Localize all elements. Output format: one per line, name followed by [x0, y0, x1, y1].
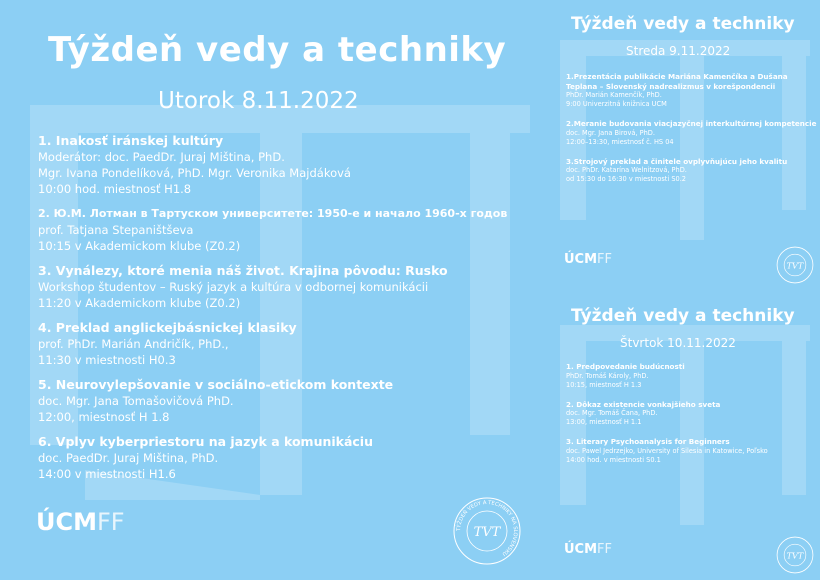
event-detail: 10:15, miestnosť H 1.3 — [566, 380, 642, 389]
event-title: 3. Literary Psychoanalysis for Beginners — [566, 437, 730, 446]
logo-suffix-text: FF — [96, 508, 125, 536]
logo-main-text: ÚCM — [564, 542, 598, 557]
main-title: Týždeň vedy a techniky — [48, 30, 507, 70]
event-detail: PhDr. Tomáš Károly, PhD. — [566, 371, 649, 380]
event-title: 1. Inakosť iránskej kultúry — [38, 133, 224, 148]
thursday-title: Týždeň vedy a techniky — [571, 306, 795, 326]
event-title: 2.Meranie budovania viacjazyčnej interkultúrnej kompetencie — [566, 119, 817, 128]
event-detail: doc. Pawel Jedrzejko, University of Silesia in Katowice, Poľsko — [566, 446, 768, 455]
thursday-date: Štvrtok 10.11.2022 — [620, 336, 736, 350]
seal-ring-text: TÝŽDEŇ VEDY A TECHNIKY NA SLOVENSKU — [455, 499, 519, 557]
event-detail: Workshop študentov – Ruský jazyk a kultúra v odbornej komunikácii — [38, 280, 429, 294]
event-detail: doc. Mgr. Jana Tomašovičová PhD. — [38, 394, 234, 408]
event-detail: doc. PhDr. Katarína Welnitzová, PhD. — [566, 166, 687, 174]
event-detail: 10:15 v Akademickom klube (Z0.2) — [38, 239, 241, 253]
event-item — [566, 157, 816, 185]
ucm-ff-logo — [564, 542, 612, 557]
event-item — [38, 433, 518, 482]
event-title: 3. Vynálezy, ktoré menia náš život. Krajina pôvodu: Rusko — [38, 263, 448, 278]
event-detail: 14:00 v miestnosti H1.6 — [38, 467, 176, 481]
event-detail: doc. Mgr. Jana Birová, PhD. — [566, 128, 655, 137]
ucm-ff-logo — [564, 252, 612, 267]
logo-main-text: ÚCM — [564, 252, 598, 267]
event-detail: PhDr. Marián Kamenčík, PhD. — [566, 91, 662, 99]
event-detail: 12:00–13:30, miestnosť č. HS 04 — [566, 137, 674, 146]
tvt-seal-logo — [776, 536, 814, 574]
wednesday-date: Streda 9.11.2022 — [626, 44, 731, 58]
event-detail: 9:00 Univerzitná knižnica UCM — [566, 100, 667, 108]
event-item — [38, 205, 518, 254]
event-detail: prof. PhDr. Marián Andričík, PhD., — [38, 337, 229, 351]
tvt-seal-logo — [776, 246, 814, 284]
main-date: Utorok 8.11.2022 — [158, 88, 359, 114]
wednesday-event-list — [566, 72, 816, 194]
event-item — [38, 132, 518, 197]
event-item — [566, 400, 816, 428]
seal-mark: TVT — [786, 550, 804, 561]
event-item — [566, 72, 816, 109]
event-item — [566, 119, 816, 147]
event-item — [38, 319, 518, 368]
event-title: 2. Ю.М. Лотман в Тартуском университете: 1950-е и начало 1960-х годов — [38, 207, 508, 220]
logo-suffix-text: FF — [597, 542, 613, 557]
event-detail: 12:00, miestnosť H 1.8 — [38, 410, 170, 424]
event-detail: Moderátor: doc. PaedDr. Juraj Miština, PhD. — [38, 150, 285, 164]
event-title: 2. Dôkaz existencie vonkajšieho sveta — [566, 399, 721, 409]
event-item — [566, 437, 816, 465]
event-detail: 13:00, miestnosť H 1.1 — [566, 418, 642, 426]
logo-suffix-text: FF — [597, 252, 613, 267]
event-detail: 10:00 hod. miestnosť H1.8 — [38, 182, 192, 196]
seal-mark: TVT — [786, 260, 804, 271]
event-title: 3.Strojový preklad a činitele ovplyvňujúcu jeho kvalitu — [566, 156, 788, 166]
event-detail: 11:20 v Akademickom klube (Z0.2) — [38, 296, 241, 310]
tvt-seal-logo — [452, 496, 522, 566]
event-title: 6. Vplyv kyberpriestoru na jazyk a komunikáciu — [38, 434, 373, 449]
event-detail: 11:30 v miestnosti H0.3 — [38, 353, 176, 367]
tuesday-event-list — [38, 132, 518, 490]
event-title: 4. Preklad anglickejbásnickej klasiky — [38, 320, 297, 335]
event-item — [38, 376, 518, 425]
ucm-ff-logo — [36, 508, 125, 536]
event-detail: Mgr. Ivana Pondelíková, PhD. Mgr. Veronika Majdáková — [38, 166, 351, 180]
event-detail: 14:00 hod. v miestnosti S0.1 — [566, 455, 661, 464]
event-detail: doc. Mgr. Tomáš Čana, PhD. — [566, 409, 658, 417]
logo-main-text: ÚCM — [36, 508, 97, 536]
event-item — [38, 262, 518, 311]
event-item — [566, 362, 816, 390]
event-title: 1.Prezentácia publikácie Mariána Kamenčíka a Dušana Teplana – Slovenský nadrealizmus v korešpondencii — [566, 72, 788, 91]
event-title: 5. Neurovylepšovanie v sociálno-etickom kontexte — [38, 377, 394, 392]
event-detail: od 15:30 do 16:30 v miestnosti S0.2 — [566, 175, 686, 183]
wednesday-title: Týždeň vedy a techniky — [571, 14, 795, 34]
seal-mark: TVT — [473, 525, 501, 540]
event-title: 1. Predpovedanie budúcnosti — [566, 362, 685, 371]
thursday-event-list — [566, 362, 816, 475]
event-detail: doc. PaedDr. Juraj Miština, PhD. — [38, 451, 219, 465]
event-detail: prof. Tatjana Stepaništševa — [38, 223, 194, 237]
